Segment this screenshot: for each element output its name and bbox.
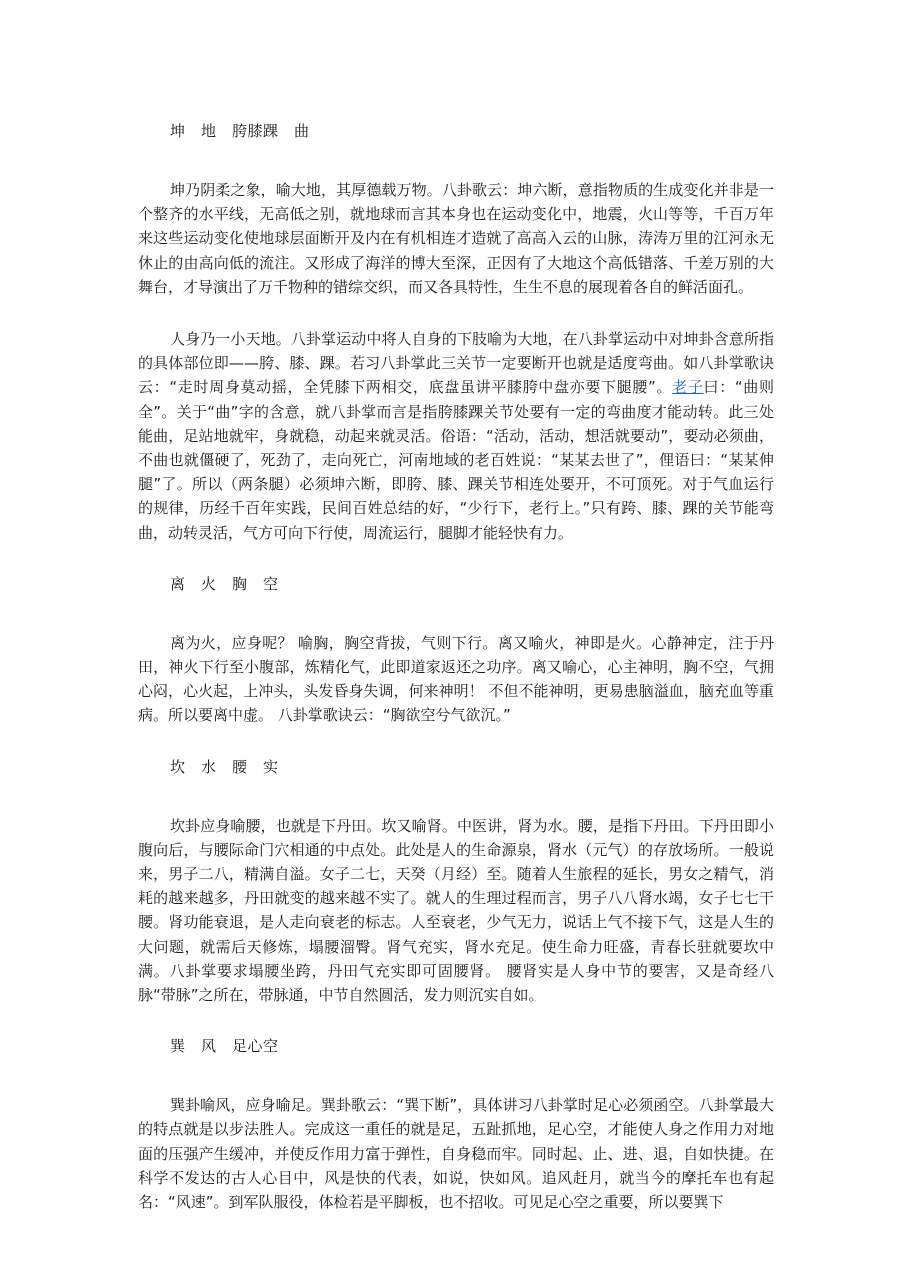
- document-page: [138, 120, 774, 1242]
- section-heading: 坤 地 胯膝踝 曲: [170, 122, 310, 140]
- paragraph-with-link: [138, 327, 774, 545]
- paragraph: 坎卦应身喻腰，也就是下丹田。坎又喻肾。中医讲，肾为水。腰，是指下丹田。下丹田即小腹向后，与腰际命门穴相通的中点处。此处是人的生命源泉，肾水（元气）的存放场所。一般说来，男子二八，精满自溢。女子二七，天癸（月经）至。随着人生旅程的延长，男女之精气，消耗的越来越多，丹田就变的越来越不实了。就人的生理过程而言，男子八八肾水竭，女子七七干腰。肾功能衰退，是人走向衰老的标志。人至衰老，少气无力，说话上气不接下气，这是人生的大问题，就需后天修炼，塌腰溜臀。肾气充实，肾水充足。使生命力旺盛，青春长驻就要坎中满。八卦掌要求塌腰坐跨，丹田气充实即可固腰肾。 腰肾实是人身中节的要害，又是奇经八脉“带脉”之所在，带脉通，中节自然圆活，发力则沉实自如。: [138, 816, 774, 1005]
- section-heading: 巽 风 足心空: [170, 1037, 279, 1056]
- laozi-link[interactable]: 老子: [672, 378, 704, 397]
- paragraph: 离为火，应身呢？ 喻胸，胸空背拔，气则下行。离又喻火，神即是火。心静神定，注于丹田，神火下行至小腹部，炼精化气，此即道家返还之功序。离又喻心，心主神明，胸不空，气拥心闷，心火起，上冲头，头发昏身失调，何来神明！ 不但不能神明，更易患脑溢血，脑充血等重病。所以要离中虚。 八卦掌歌诀云：“胸欲空兮气欲沉。”: [138, 633, 774, 725]
- paragraph: 坤乃阴柔之象，喻大地，其厚德载万物。八卦歌云：坤六断，意指物质的生成变化并非是一个整齐的水平线，无高低之别，就地球而言其本身也在运动变化中，地震，火山等等，千百万年来这些运动变化使地球层面断开及内在有机相连才造就了高高入云的山脉，涛涛万里的江河永无休止的由高向低的流注。又形成了海洋的博大至深，正因有了大地这个高低错落、千差万别的大舞台，才导演出了万千物种的错综交织，而又各具特性，生生不息的展现着各自的鲜活面孔。: [138, 181, 774, 296]
- section-heading: 离 火 胸 空: [170, 574, 279, 593]
- paragraph-text: 人身乃一小天地。八卦掌运动中将人自身的下肢喻为大地，在八卦掌运动中对坤卦含意所指的具体部位即——胯、膝、踝。若习八卦掌此三关节一定要断开也就是适度弯曲。如八卦掌歌诀云：“走时周身莫动摇，全凭膝下两相交，底盘虽讲平膝胯中盘亦要下腿腰”。: [138, 330, 774, 397]
- paragraph: 巽卦喻风，应身喻足。巽卦歌云：“巽下断”，具体讲习八卦掌时足心必须函空。八卦掌最大的特点就是以步法胜人。完成这一重任的就是足，五趾抓地，足心空，才能使人身之作用力对地面的压强产生缓冲，并使反作用力富于弹性，自身稳而牢。同时起、止、进、退，自如快捷。在科学不发达的古人心目中，风是快的代表，如说，快如风。追风赶月，就当今的摩托车也有起名：“风速”。到军队服役，体检若是平脚板，也不招收。可见足心空之重要，所以要巽下: [138, 1096, 774, 1212]
- paragraph-text: 曰：“曲则全”。关于“曲”字的含意，就八卦掌而言是指胯膝踝关节处要有一定的弯曲度才能动转。此三处能曲，足站地就牢，身就稳，动起来就灵活。俗语：“活动，活动，想活就要动”，要动必须曲，不曲也就僵硬了，死劲了，走向死亡，河南地域的老百姓说：“某某去世了”，俚语曰：“某某伸腿”了。所以（两条腿）必须坤六断，即胯、膝、踝关节相连处要开，不可顶死。对于气血运行的规律，历经千百年实践，民间百姓总结的好，“少行下，老行上。”只有跨、膝、踝的关节能弯曲，动转灵活，气方可向下行使，周流运行，腿脚才能轻快有力。: [138, 378, 774, 542]
- section-heading: 坎 水 腰 实: [170, 757, 279, 776]
